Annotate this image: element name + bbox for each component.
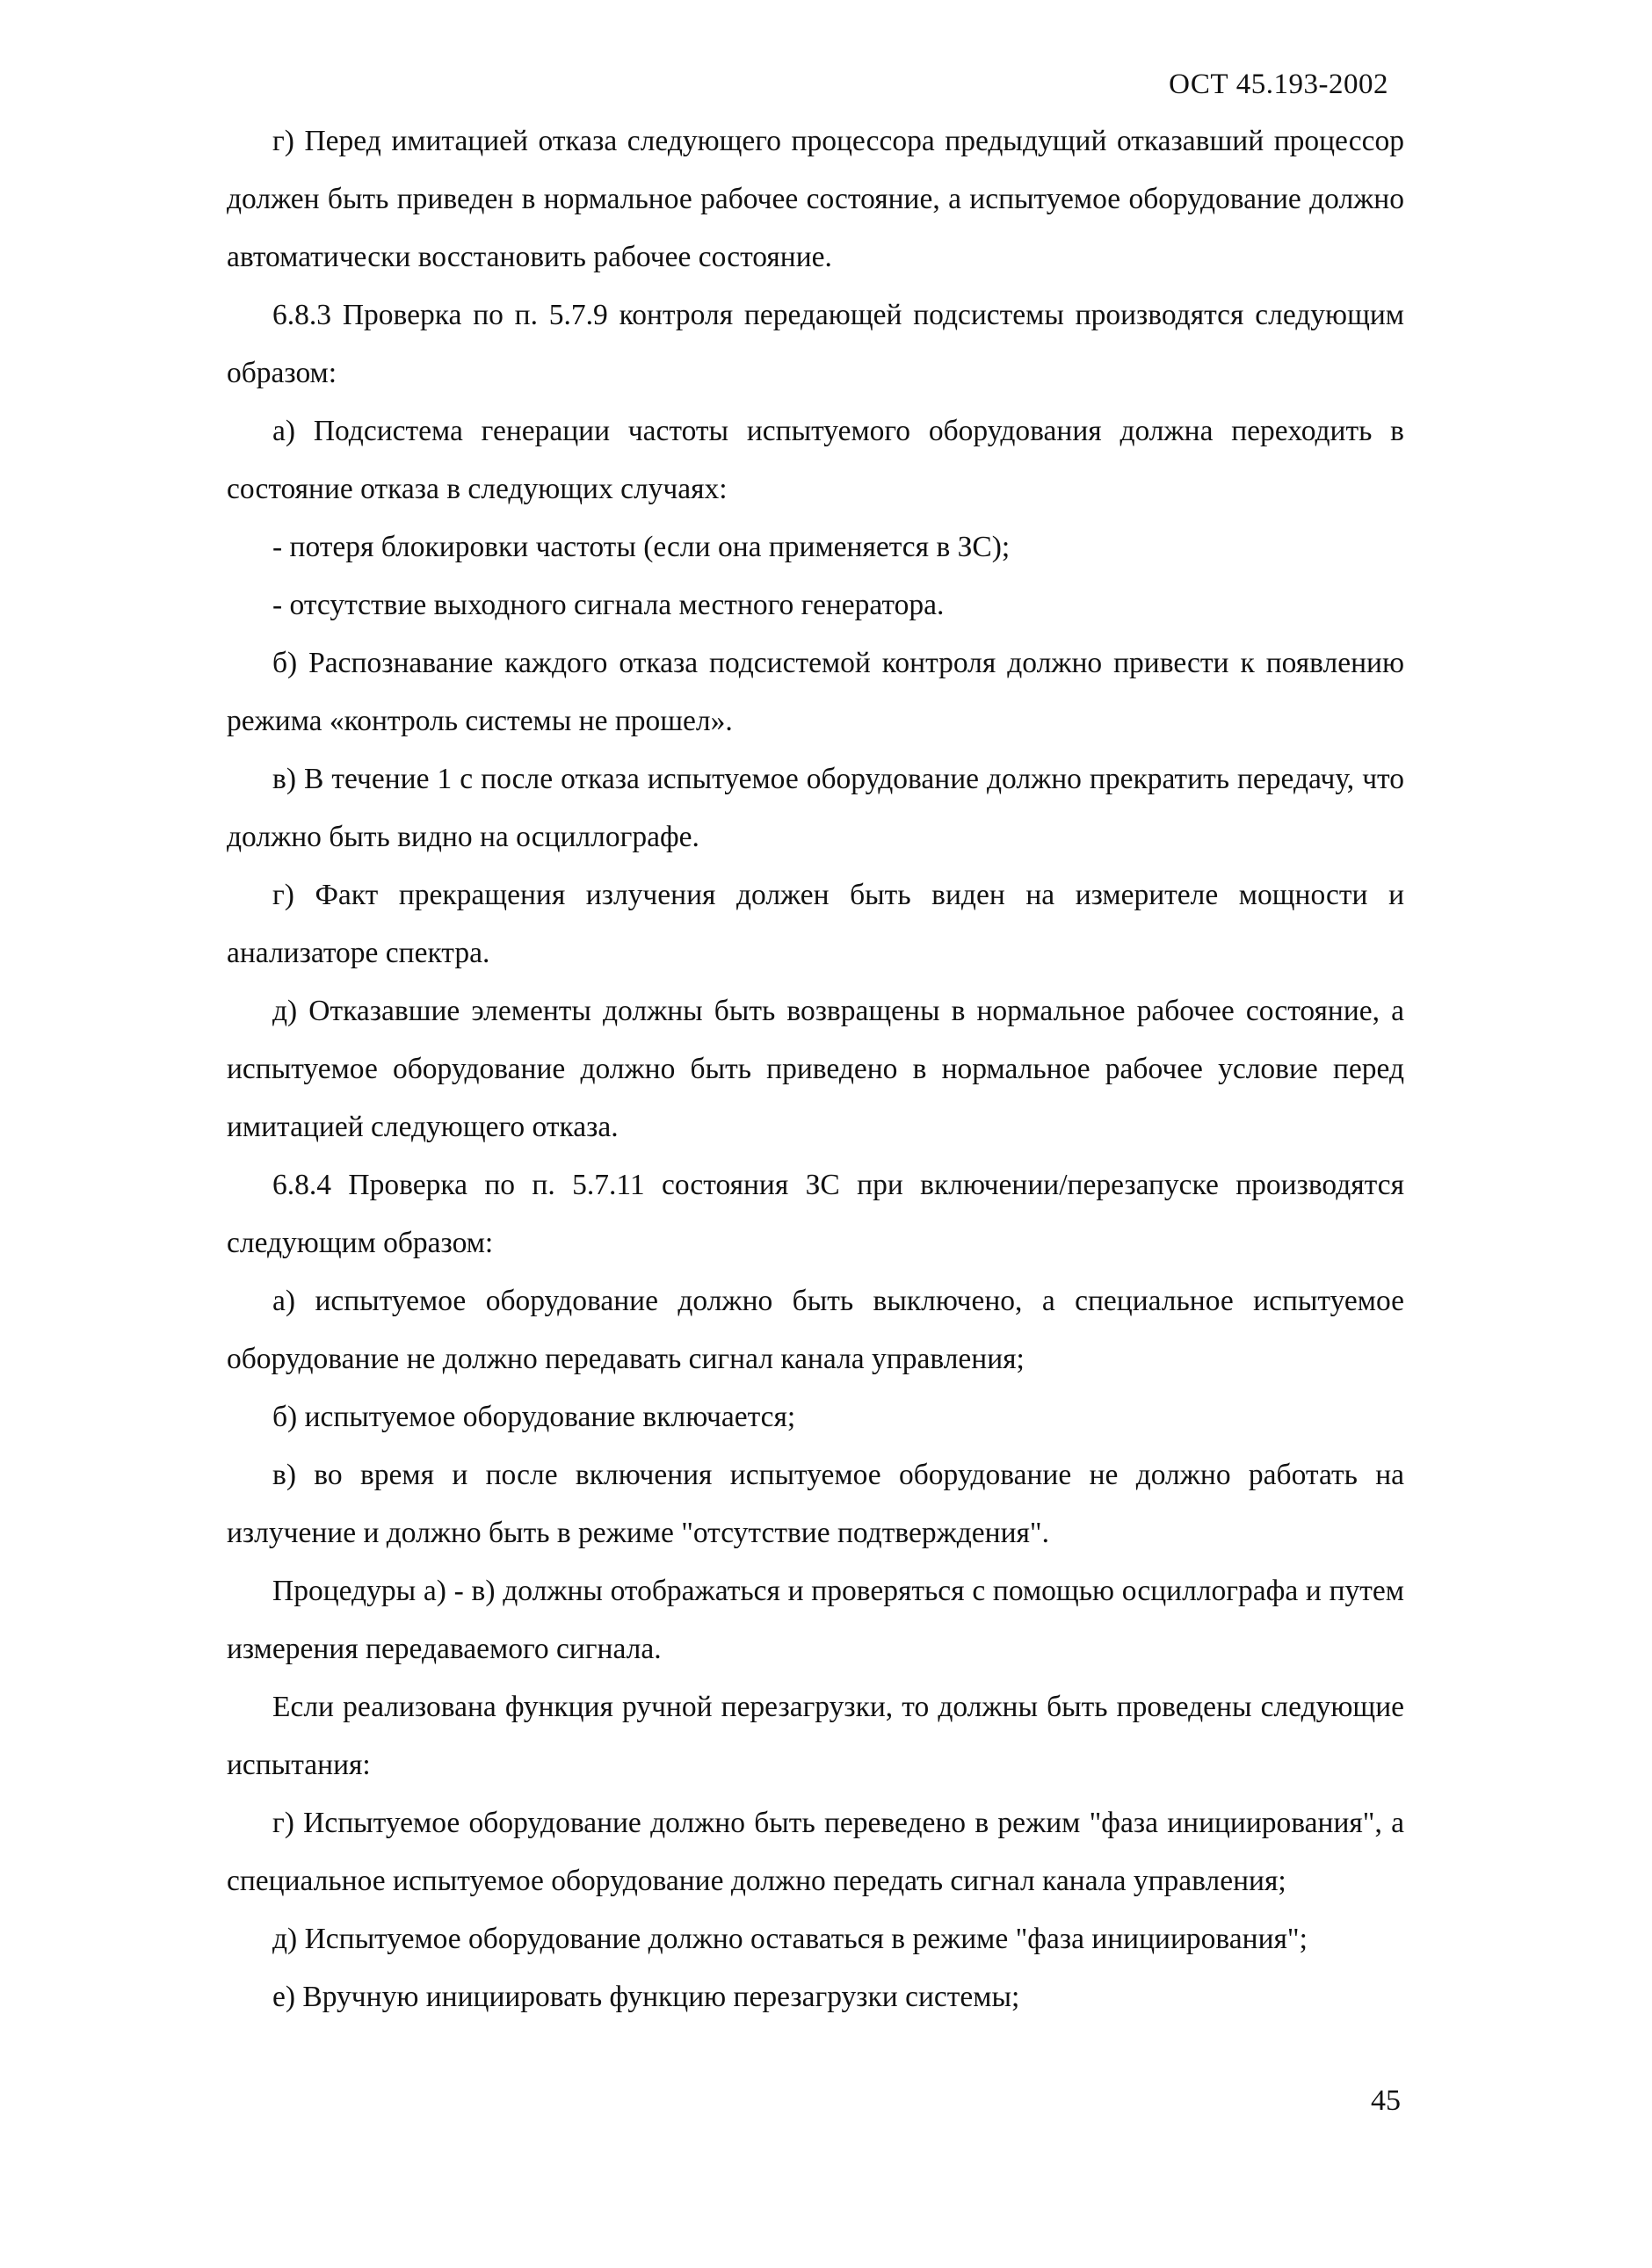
paragraph-g-emission-fact: г) Факт прекращения излучения должен быть виден на измерителе мощности и анализаторе спектра. [227, 879, 1404, 969]
list-item-no-output: - отсутствие выходного сигнала местного генератора. [272, 589, 945, 621]
paragraph-e-manual-restart: е) Вручную инициировать функцию перезагрузки системы; [272, 1981, 1020, 2013]
paragraph-d-restore: д) Отказавшие элементы должны быть возвращены в нормальное рабочее состояние, а испытуемое оборудование должно быть приведено в нормальное рабочее условие перед имитацией следующего отказа. [227, 995, 1404, 1143]
paragraph-v-no-emission: в) во время и после включения испытуемое оборудование не должно работать на излучение и должно быть в режиме "отсутствие подтверждения". [227, 1459, 1404, 1549]
page-number: 45 [1371, 2084, 1401, 2117]
paragraph-6-8-4: 6.8.4 Проверка по п. 5.7.11 состояния ЗС при включении/перезапуске производятся следующим образом: [227, 1169, 1404, 1259]
paragraph-procedures: Процедуры а) - в) должны отображаться и проверяться с помощью осциллографа и путем измерения передаваемого сигнала. [227, 1575, 1404, 1665]
page-body [227, 112, 1404, 2026]
paragraph-manual-reboot: Если реализована функция ручной перезагрузки, то должны быть проведены следующие испытания: [227, 1691, 1404, 1781]
document-code: ОСТ 45.193-2002 [1169, 69, 1388, 100]
paragraph-d-remain-initiation: д) Испытуемое оборудование должно оставаться в режиме "фаза инициирования"; [272, 1923, 1308, 1955]
paragraph-b-recognition: б) Распознавание каждого отказа подсистемой контроля должно привести к появлению режима «контроль системы не прошел». [227, 647, 1404, 737]
paragraph-g-initiation-phase: г) Испытуемое оборудование должно быть переведено в режим "фаза инициирования", а специальное испытуемое оборудование должно передать сигнал канала управления; [227, 1807, 1404, 1897]
paragraph-v-transmission-stop: в) В течение 1 с после отказа испытуемое оборудование должно прекратить передачу, что должно быть видно на осциллографе. [227, 763, 1404, 853]
list-item-lock-loss: - потеря блокировки частоты (если она применяется в ЗС); [272, 531, 1011, 563]
paragraph-a-power-off: а) испытуемое оборудование должно быть выключено, а специальное испытуемое оборудование не должно передавать сигнал канала управления; [227, 1285, 1404, 1375]
paragraph-g-processor: г) Перед имитацией отказа следующего процессора предыдущий отказавший процессор должен быть приведен в нормальное рабочее состояние, а испытуемое оборудование должно автоматически восстановить рабочее состояние. [227, 125, 1404, 273]
paragraph-a-frequency: а) Подсистема генерации частоты испытуемого оборудования должна переходить в состояние отказа в следующих случаях: [227, 415, 1404, 505]
paragraph-6-8-3: 6.8.3 Проверка по п. 5.7.9 контроля передающей подсистемы производятся следующим образом: [227, 299, 1404, 389]
paragraph-b-power-on: б) испытуемое оборудование включается; [272, 1401, 796, 1433]
